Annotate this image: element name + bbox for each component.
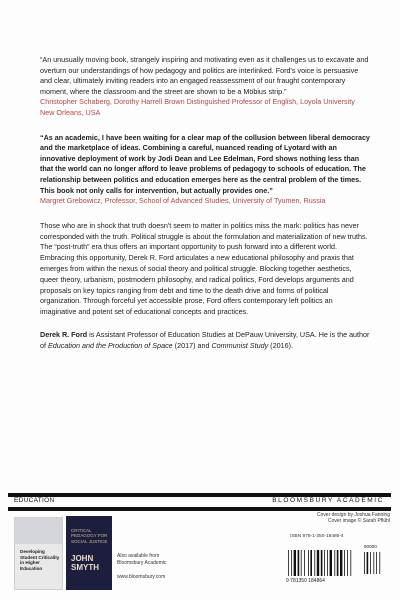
barcode-addon-bar xyxy=(367,552,369,574)
related-book-title-1: Developing Student Criticality in Higher Education xyxy=(20,549,60,571)
also-available-line-2: Bloomsbury Academic xyxy=(117,560,167,566)
author-name: Derek R. Ford xyxy=(40,329,88,339)
barcode-bar xyxy=(327,550,328,576)
related-book-title-2: CRITICAL PEDAGOGY FOR SOCIAL JUSTICE xyxy=(71,528,108,544)
cover-image-credit: Cover image © Sarah Pflühl xyxy=(327,518,390,525)
barcode-addon-bar xyxy=(379,552,380,574)
barcode-addon-bar xyxy=(376,552,377,574)
category-label: EDUCATION xyxy=(14,497,55,504)
barcode-bar xyxy=(298,550,300,576)
publisher-label: BLOOMSBURY ACADEMIC xyxy=(272,497,384,504)
footer-label-row xyxy=(10,497,390,507)
endorsement-quote-1: “An unusually moving book, strangely inspiring and motivating even as it challenges us to excavate and overturn our understandings of how pedagogy and politics are interlinked. Ford's voice is persuasive and clear, ultimately inviting readers into an engaged reassessment of our fraught contemporary moment, where the classroom and the street are shown to be a Möbius strip.” xyxy=(40,55,369,96)
footer-bottom-bar xyxy=(8,507,391,511)
barcode xyxy=(284,543,388,583)
barcode-addon: 90000 xyxy=(364,544,377,549)
related-book-author-2: JOHN SMYTH xyxy=(71,554,99,572)
cover-text xyxy=(40,55,370,351)
barcode-bar xyxy=(324,550,325,576)
cover-credits xyxy=(317,512,390,525)
barcode-addon-bar xyxy=(364,552,365,574)
barcode-bar xyxy=(301,550,302,576)
barcode-bar xyxy=(337,550,339,576)
related-book-cover-2 xyxy=(66,516,112,590)
barcode-bar xyxy=(330,550,332,576)
barcode-bar xyxy=(314,550,315,576)
barcode-bar xyxy=(294,550,296,576)
book-cover-image-strip xyxy=(15,518,62,544)
author-bio-text-2: (2017) and xyxy=(172,340,212,350)
barcode-bar xyxy=(304,550,305,576)
barcode-bar xyxy=(317,550,319,576)
endorsement-quote-2: “As an academic, I have been waiting for a clear map of the collusion between liberal democracy and the marketplace of ideas. Combining a careful, nuanced reading of Lyotard with an innovative deployment of work by Jodi Dean and Lee Edelman, Ford shows nothing less than that the world can no longer afford to leave problems of pedagogy to schools of education. The relationship between politics and education emerges here as the central problem of the times. This book not only calls for intervention, but actually provides one.” xyxy=(40,132,370,195)
author-bio-text-1: is Assistant Professor of Education Studies at DePauw University, USA. He is the author of xyxy=(40,329,370,350)
barcode-bar xyxy=(344,550,345,576)
barcode-bar xyxy=(347,550,348,576)
book-description: Those who are in shock that truth doesn't seem to matter in politics miss the mark: politics has never corresponded with the truth. Political struggle is about the formulation and materialization of new truths. The “post-truth” era thus offers an important opportunity to push forward into a different world. Embracing this opportunity, Derek R. Ford articulates a new educational philosophy and praxis that emerges from within the nexus of social theory and political struggle. Blocking together aesthetics, queer theory, urbanism, postmodern philosophy, and radical politics, Ford develops arguments and proposals on key topics ranging from debt and time to the death drive and forms of political organization. Through forceful yet accessible prose, Ford offers contemporary left politics an imaginative and potent set of educational concepts and practices. xyxy=(40,220,368,317)
barcode-number: 9 781350 184864 xyxy=(286,578,325,583)
barcode-bars xyxy=(288,550,380,576)
author-bio xyxy=(40,330,370,352)
endorsement-attribution-1: Christopher Schaberg, Dorothy Harrell Brown Distinguished Professor of English, Loyola University New Orleans, USA xyxy=(40,97,355,117)
barcode-bar xyxy=(291,550,292,576)
barcode-bar xyxy=(334,550,335,576)
endorsement-attribution-2: Margret Grebowicz, Professor, School of Advanced Studies, University of Tyumen, Russia xyxy=(40,196,326,206)
author-book-1: Education and the Production of Space xyxy=(48,340,173,350)
related-book-cover-1 xyxy=(14,517,63,590)
barcode-bar xyxy=(288,550,289,576)
barcode-bar xyxy=(350,550,351,576)
cover-design-credit: Cover design by Joshua Fanning xyxy=(316,512,390,518)
author-bio-text-3: (2016). xyxy=(268,340,293,350)
barcode-bar xyxy=(310,550,312,576)
also-available-line-1: Also available from xyxy=(117,553,160,559)
publisher-website: www.bloomsbury.com xyxy=(117,574,166,580)
barcode-bar xyxy=(340,550,342,576)
barcode-bar xyxy=(308,550,309,576)
barcode-addon-bar xyxy=(373,552,374,574)
also-available-text xyxy=(117,553,166,567)
barcode-bar xyxy=(321,550,323,576)
isbn-text: ISBN 978-1-350-18486-4 xyxy=(290,534,344,539)
barcode-addon-bar xyxy=(370,552,371,574)
author-book-2: Communist Study xyxy=(211,340,269,350)
